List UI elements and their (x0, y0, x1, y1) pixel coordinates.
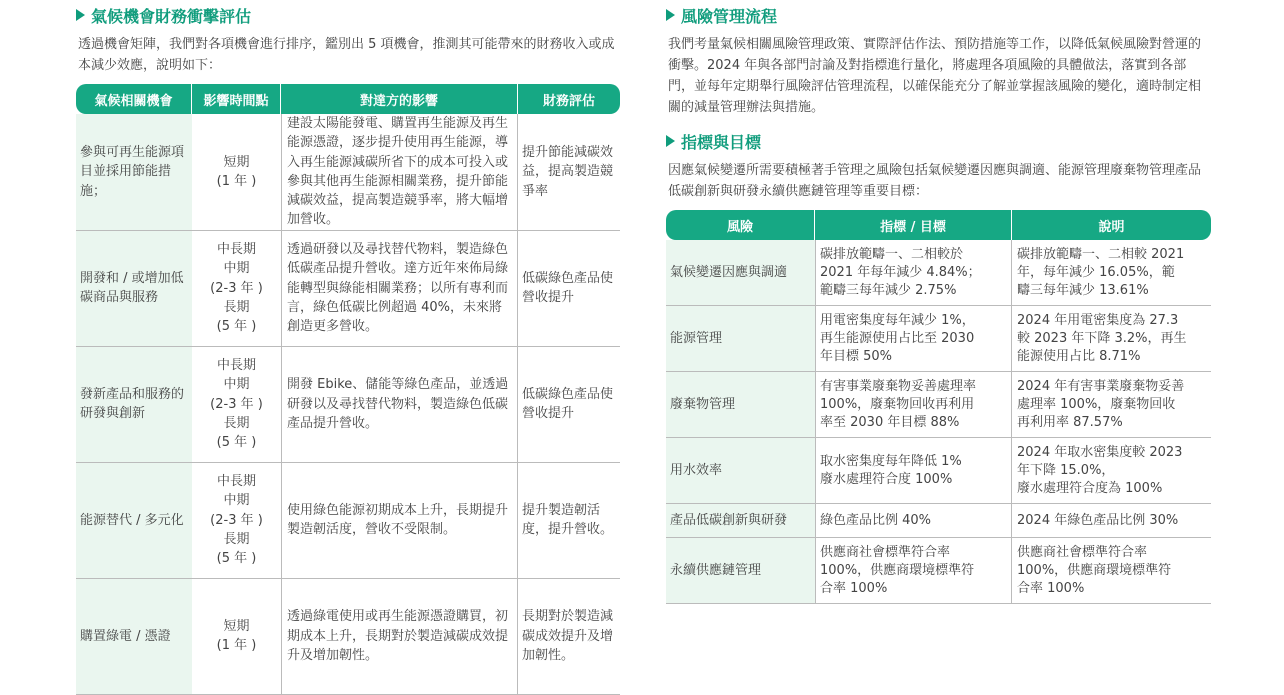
finance-cell: 提升節能減碳效益，提高製造競爭率 (518, 114, 620, 231)
metrics-paragraph: 因應氣候變遷所需要積極著手管理之風險包括氣候變遷因應與調適、能源管理廢棄物管理產品低碳創新與研發永續供應鏈管理等重要目標： (668, 163, 1202, 199)
triangle-bullet-icon (666, 135, 675, 147)
cell-line: 供應商社會標準符合率 (820, 544, 951, 560)
cell-line: 範疇三每年減少 2.75% (820, 282, 957, 298)
impact-cell: 開發 Ebike、儲能等綠色產品，並透過研發以及尋找替代物料，製造綠色低碳產品提升營收。 (281, 347, 518, 463)
table-row (666, 538, 1211, 604)
cell-line: 供應商社會標準符合率 (1017, 544, 1148, 560)
cell-line: (1 年 ) (216, 638, 257, 654)
column-header: 說明 (1012, 210, 1211, 240)
triangle-bullet-icon (76, 9, 85, 21)
cell-line: 碳排放範疇一、二相較 2021 (1017, 246, 1185, 262)
table-row (666, 372, 1211, 438)
cell-line: 100%，供應商環境標準符 (820, 562, 975, 578)
cell-line: 中長期 (216, 358, 256, 374)
cell-line: 中期 (223, 261, 250, 277)
table-row (666, 504, 1211, 538)
cell-line: 年下降 15.0%， (1017, 462, 1115, 478)
cell-line: 2024 年用電密集度為 27.3 (1017, 312, 1179, 328)
cell-line: 短期 (223, 154, 250, 170)
cell-line: 100%，廢棄物回收再利用 (820, 396, 975, 412)
table-header-row (666, 210, 1211, 240)
cell-line: 長期 (223, 415, 250, 431)
timing-cell (192, 463, 281, 579)
table-row (666, 240, 1211, 306)
impact-cell: 透過綠電使用或再生能源憑證購買，初期成本上升，長期對於製造減碳成效提升及增加韌性。 (281, 579, 518, 695)
cell-line: 能源使用占比 8.71% (1017, 348, 1141, 364)
cell-line: 廢水處理符合度為 100% (1017, 480, 1163, 496)
cell-line: 合率 100% (1017, 580, 1085, 596)
section-heading-opportunity (76, 0, 620, 30)
cell-line: 有害事業廢棄物妥善處理率 (820, 378, 977, 394)
cell-line: (2-3 年 ) (210, 280, 263, 296)
table-row (666, 438, 1211, 504)
cell-line: 2021 年每年減少 4.84%； (820, 264, 981, 280)
description-cell (1012, 538, 1211, 604)
cell-line: 綠色產品比例 40% (820, 512, 932, 528)
opportunity-cell: 開發和 / 或增加低碳商品與服務 (76, 231, 192, 347)
metrics-table (666, 210, 1211, 604)
table-row (76, 114, 620, 231)
cell-line: 2024 年綠色產品比例 30% (1017, 512, 1179, 528)
right-column (666, 0, 1211, 604)
description-cell (1012, 306, 1211, 372)
cell-line: 中長期 (216, 474, 256, 490)
table-header-row (76, 84, 620, 114)
table-row (76, 347, 620, 463)
description-cell (1012, 438, 1211, 504)
impact-cell: 透過研發以及尋找替代物料，製造綠色低碳產品提升營收。達方近年來佈局綠能轉型與綠能相關業務；以所有專利而言，綠色低碳比例超過 40%，未來將創造更多營收。 (281, 231, 518, 347)
cell-line: (1 年 ) (216, 173, 257, 189)
cell-line: 長期 (223, 531, 250, 547)
cell-line: (2-3 年 ) (210, 396, 263, 412)
target-cell (815, 240, 1012, 306)
column-header: 對達方的影響 (281, 84, 518, 114)
cell-line: 合率 100% (820, 580, 888, 596)
risk-cell: 永續供應鏈管理 (666, 538, 815, 604)
cell-line: (5 年 ) (216, 319, 257, 335)
timing-cell (192, 114, 281, 231)
risk-cell: 能源管理 (666, 306, 815, 372)
cell-line: 100%，供應商環境標準符 (1017, 562, 1172, 578)
cell-line: 中長期 (216, 242, 256, 258)
section-title: 指標與目標 (681, 132, 762, 152)
cell-line: 疇三每年減少 13.61% (1017, 282, 1149, 298)
cell-line: 中期 (223, 493, 250, 509)
triangle-bullet-icon (666, 9, 675, 21)
impact-cell: 建設太陽能發電、購置再生能源及再生能源憑證，逐步提升使用再生能源，導入再生能源減碳所省下的成本可投入或參與其他再生能源相關業務，提升節能減碳效益，提高製造競爭率，將大幅增加營收。 (281, 114, 518, 231)
section-heading-metrics (666, 126, 1211, 156)
intro-paragraph: 透過機會矩陣，我們對各項機會進行排序，鑑別出 5 項機會，推測其可能帶來的財務收入或成本減少效應，說明如下： (78, 37, 615, 73)
table-row (76, 579, 620, 695)
opportunity-table (76, 84, 620, 695)
opportunity-cell: 發新產品和服務的研發與創新 (76, 347, 192, 463)
risk-cell: 產品低碳創新與研發 (666, 504, 815, 538)
table-row (76, 463, 620, 579)
cell-line: 碳排放範疇一、二相較於 (820, 246, 964, 262)
cell-line: 年目標 50% (820, 348, 893, 364)
cell-line: 率至 2030 年目標 88% (820, 414, 960, 430)
description-cell (1012, 372, 1211, 438)
process-paragraph: 我們考量氣候相關風險管理政策、實際評估作法、預防措施等工作，以降低氣候風險對營運的衝擊。2024 年與各部門討論及對指標進行量化，將處理各項風險的具體做法，落實到各部門，並每年定期舉行風險評估管理流程，以確保能充分了解並掌握該風險的變化，適時制定相關的減量管理辦法與措施。 (668, 37, 1202, 115)
impact-cell: 使用綠色能源初期成本上升，長期提升製造韌活度，營收不受限制。 (281, 463, 518, 579)
table-row (76, 231, 620, 347)
description-cell (1012, 504, 1211, 538)
target-cell (815, 372, 1012, 438)
timing-cell (192, 347, 281, 463)
cell-line: 再利用率 87.57% (1017, 414, 1123, 430)
section-heading-risk-process (666, 0, 1211, 30)
risk-cell: 用水效率 (666, 438, 815, 504)
section-title: 氣候機會財務衝擊評估 (91, 6, 252, 26)
column-header: 氣候相關機會 (76, 84, 192, 114)
finance-cell: 低碳綠色產品使營收提升 (518, 231, 620, 347)
opportunity-cell: 購置綠電 / 憑證 (76, 579, 192, 695)
cell-line: 取水密集度每年降低 1% (820, 453, 962, 469)
cell-line: 中期 (223, 377, 250, 393)
cell-line: 2024 年取水密集度較 2023 (1017, 444, 1183, 460)
cell-line: (5 年 ) (216, 551, 257, 567)
target-cell (815, 504, 1012, 538)
section-title: 風險管理流程 (681, 6, 778, 26)
cell-line: 較 2023 年下降 3.2%，再生 (1017, 330, 1187, 346)
finance-cell: 長期對於製造減碳成效提升及增加韌性。 (518, 579, 620, 695)
target-cell (815, 538, 1012, 604)
target-cell (815, 438, 1012, 504)
cell-line: 2024 年有害事業廢棄物妥善 (1017, 378, 1185, 394)
finance-cell: 提升製造韌活度，提升營收。 (518, 463, 620, 579)
timing-cell (192, 231, 281, 347)
column-header: 風險 (666, 210, 815, 240)
cell-line: 處理率 100%，廢棄物回收 (1017, 396, 1176, 412)
cell-line: 長期 (223, 299, 250, 315)
cell-line: 短期 (223, 618, 250, 634)
cell-line: 年，每年減少 16.05%，範 (1017, 264, 1175, 280)
opportunity-cell: 能源替代 / 多元化 (76, 463, 192, 579)
opportunity-cell: 參與可再生能源項目並採用節能措施； (76, 114, 192, 231)
cell-line: (2-3 年 ) (210, 512, 263, 528)
target-cell (815, 306, 1012, 372)
column-header: 指標 / 目標 (815, 210, 1012, 240)
cell-line: 再生能源使用占比至 2030 (820, 330, 975, 346)
timing-cell (192, 579, 281, 695)
risk-cell: 廢棄物管理 (666, 372, 815, 438)
table-row (666, 306, 1211, 372)
cell-line: (5 年 ) (216, 435, 257, 451)
description-cell (1012, 240, 1211, 306)
cell-line: 廢水處理符合度 100% (820, 471, 953, 487)
column-header: 影響時間點 (192, 84, 281, 114)
risk-cell: 氣候變遷因應與調適 (666, 240, 815, 306)
finance-cell: 低碳綠色產品使營收提升 (518, 347, 620, 463)
column-header: 財務評估 (518, 84, 620, 114)
cell-line: 用電密集度每年減少 1%， (820, 312, 975, 328)
left-column (76, 0, 620, 695)
